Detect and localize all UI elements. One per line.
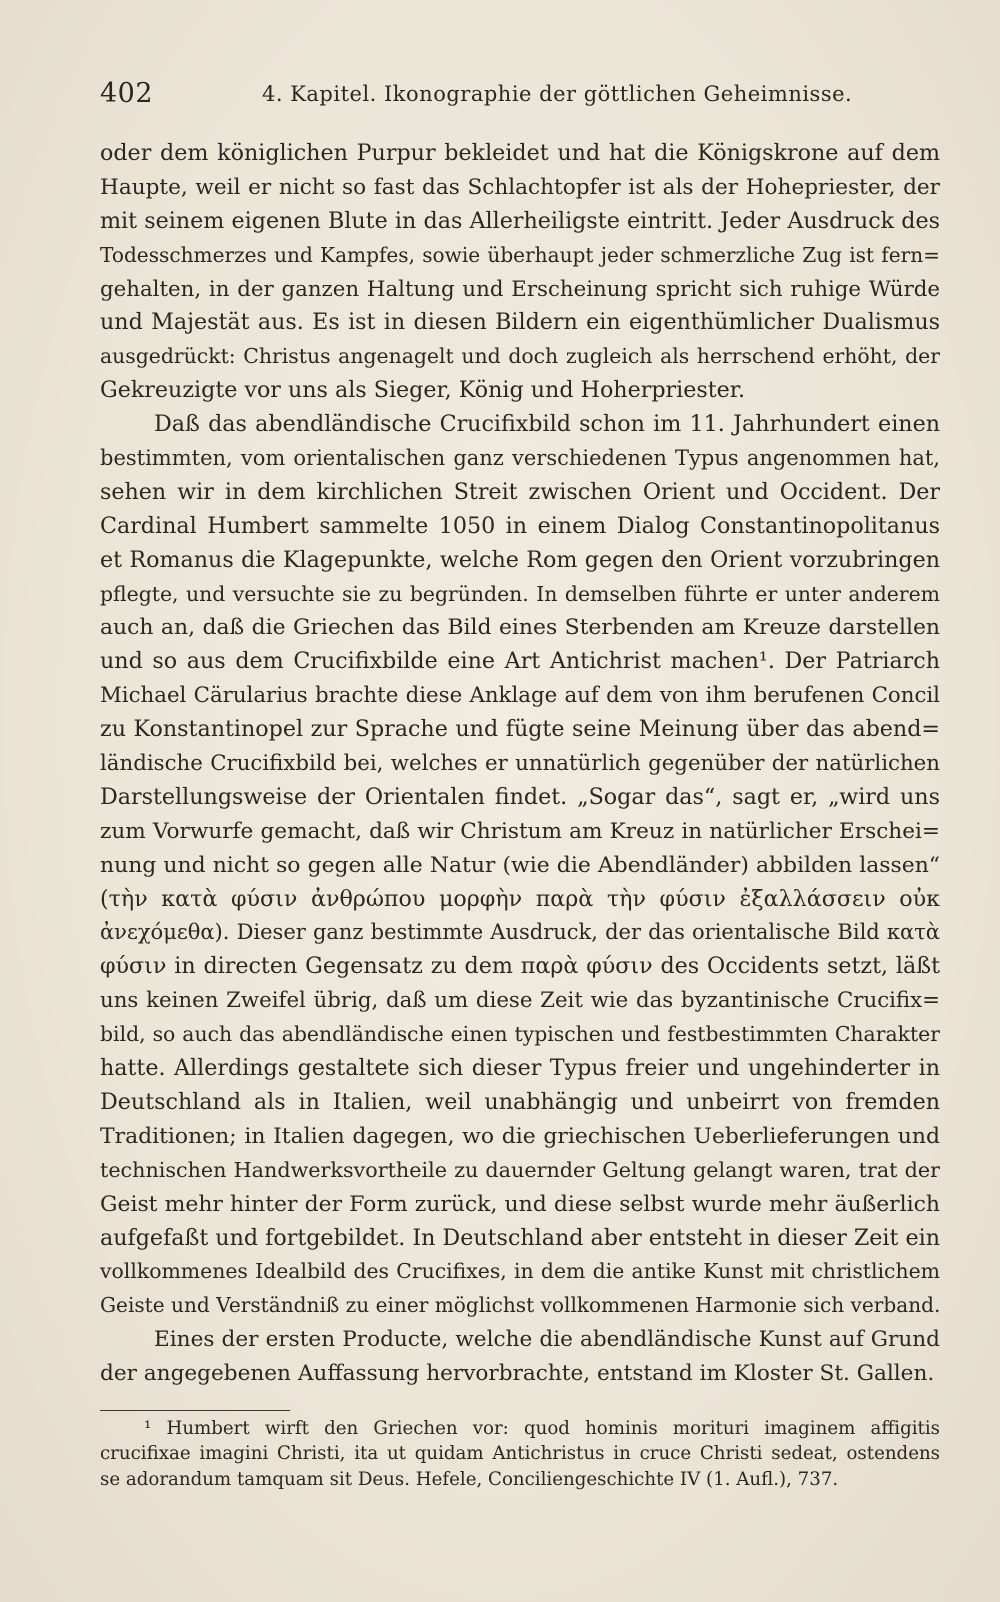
text-line: und Majestät aus. Es ist in diesen Bildern ein eigenthümlicher Dualismus <box>100 309 940 336</box>
text-line: sehen wir in dem kirchlichen Streit zwischen Orient und Occident. Der <box>100 478 940 505</box>
text-line: ἀνεχόμεθα). Dieser ganz bestimmte Ausdruck, der das orientalische Bild κατὰ <box>100 920 940 945</box>
text-line: technischen Handwerksvortheile zu dauernder Geltung gelangt waren, trat der <box>100 1157 940 1182</box>
text-line: Eines der ersten Producte, welche die abendländische Kunst auf Grund <box>154 1327 940 1353</box>
text-line: Gekreuzigte vor uns als Sieger, König und Hoherpriester. <box>100 377 746 404</box>
text-line: aufgefaßt und fortgebildet. In Deutschland aber entsteht in dieser Zeit ein <box>100 1224 940 1251</box>
text-line: vollkommenes Idealbild des Crucifixes, in dem die antike Kunst mit christlichem <box>100 1259 940 1284</box>
footnotes <box>100 1416 940 1492</box>
text-line: Darstellungsweise der Orientalen findet. „Sogar das“, sagt er, „wird uns <box>100 783 940 810</box>
text-line: auch an, daß die Griechen das Bild eines Sterbenden am Kreuze darstellen <box>100 615 940 641</box>
body-text <box>100 137 940 1391</box>
text-line: Michael Cärularius brachte diese Anklage auf dem von ihm berufenen Concil <box>100 683 940 709</box>
footnote-divider <box>100 1410 290 1411</box>
footnote-line: se adorandum tamquam sit Deus. Hefele, Conciliengeschichte IV (1. Aufl.), 737. <box>100 1468 839 1490</box>
text-line: Deutschland als in Italien, weil unabhängig und unbeirrt von fremden <box>100 1088 940 1115</box>
running-head: 4. Kapitel. Ikonographie der göttlichen Geheimnisse. <box>262 82 853 106</box>
text-line: bestimmten, vom orientalischen ganz verschiedenen Typus angenommen hat, <box>100 446 940 471</box>
text-line: oder dem königlichen Purpur bekleidet und hat die Königskrone auf dem <box>100 140 940 166</box>
text-line: pflegte, und versuchte sie zu begründen. In demselben führte er unter anderem <box>100 581 940 606</box>
text-line: ausgedrückt: Christus angenagelt und doch zugleich als herrschend erhöht, der <box>100 344 940 369</box>
text-line: Todesschmerzes und Kampfes, sowie überhaupt jeder schmerzliche Zug ist fern= <box>100 242 940 267</box>
text-line: Geiste und Verständniß zu einer möglichst vollkommenen Harmonie sich verband. <box>100 1293 941 1318</box>
text-line: zum Vorwurfe gemacht, daß wir Christum am Kreuz in natürlicher Erschei= <box>100 818 940 844</box>
text-line: gehalten, in der ganzen Haltung und Erscheinung spricht sich ruhige Würde <box>100 276 940 302</box>
text-line: bild, so auch das abendländische einen typischen und festbestimmten Charakter <box>100 1022 940 1047</box>
text-line: ländische Crucifixbild bei, welches er unnatürlich gegenüber der natürlichen <box>100 751 940 777</box>
footnote-line: crucifixae imagini Christi, ita ut quidam Antichristus in cruce Christi sedeat, ostendens <box>100 1443 940 1465</box>
text-line: Daß das abendländische Crucifixbild schon im 11. Jahrhundert einen <box>154 411 940 438</box>
text-line: uns keinen Zweifel übrig, daß um diese Zeit wie das byzantinische Crucifix= <box>100 988 940 1014</box>
text-line: und so aus dem Crucifixbilde eine Art Antichrist machen¹. Der Patriarch <box>100 648 940 675</box>
page-number: 402 <box>100 78 154 109</box>
footnote-line: ¹ Humbert wirft den Griechen vor: quod hominis morituri imaginem affigitis <box>144 1418 940 1439</box>
text-line: Cardinal Humbert sammelte 1050 in einem Dialog Constantinopolitanus <box>100 512 940 539</box>
text-line: der angegebenen Auffassung hervorbrachte, entstand im Kloster St. Gallen. <box>100 1361 935 1387</box>
text-line: (τὴν κατὰ φύσιν ἀνθρώπου μορφὴν παρὰ τὴν φύσιν ἐξαλλάσσειν οὐκ <box>100 885 940 912</box>
text-line: Traditionen; in Italien dagegen, wo die griechischen Ueberlieferungen und <box>100 1123 940 1149</box>
text-line: hatte. Allerdings gestaltete sich dieser Typus freier und ungehinderter in <box>100 1055 940 1082</box>
text-line: nung und nicht so gegen alle Natur (wie die Abendländer) abbilden lassen“ <box>100 852 940 878</box>
text-line: zu Konstantinopel zur Sprache und fügte seine Meinung über das abend= <box>100 716 940 743</box>
text-line: mit seinem eigenen Blute in das Allerheiligste eintritt. Jeder Ausdruck des <box>100 207 940 234</box>
text-line: et Romanus die Klagepunkte, welche Rom gegen den Orient vorzubringen <box>100 546 940 573</box>
text-line: Haupte, weil er nicht so fast das Schlachtopfer ist als der Hohepriester, der <box>100 174 940 200</box>
page-header <box>100 78 940 118</box>
text-line: φύσιν in directen Gegensatz zu dem παρὰ φύσιν des Occidents setzt, läßt <box>100 953 940 980</box>
text-line: Geist mehr hinter der Form zurück, und diese selbst wurde mehr äußerlich <box>100 1191 940 1217</box>
